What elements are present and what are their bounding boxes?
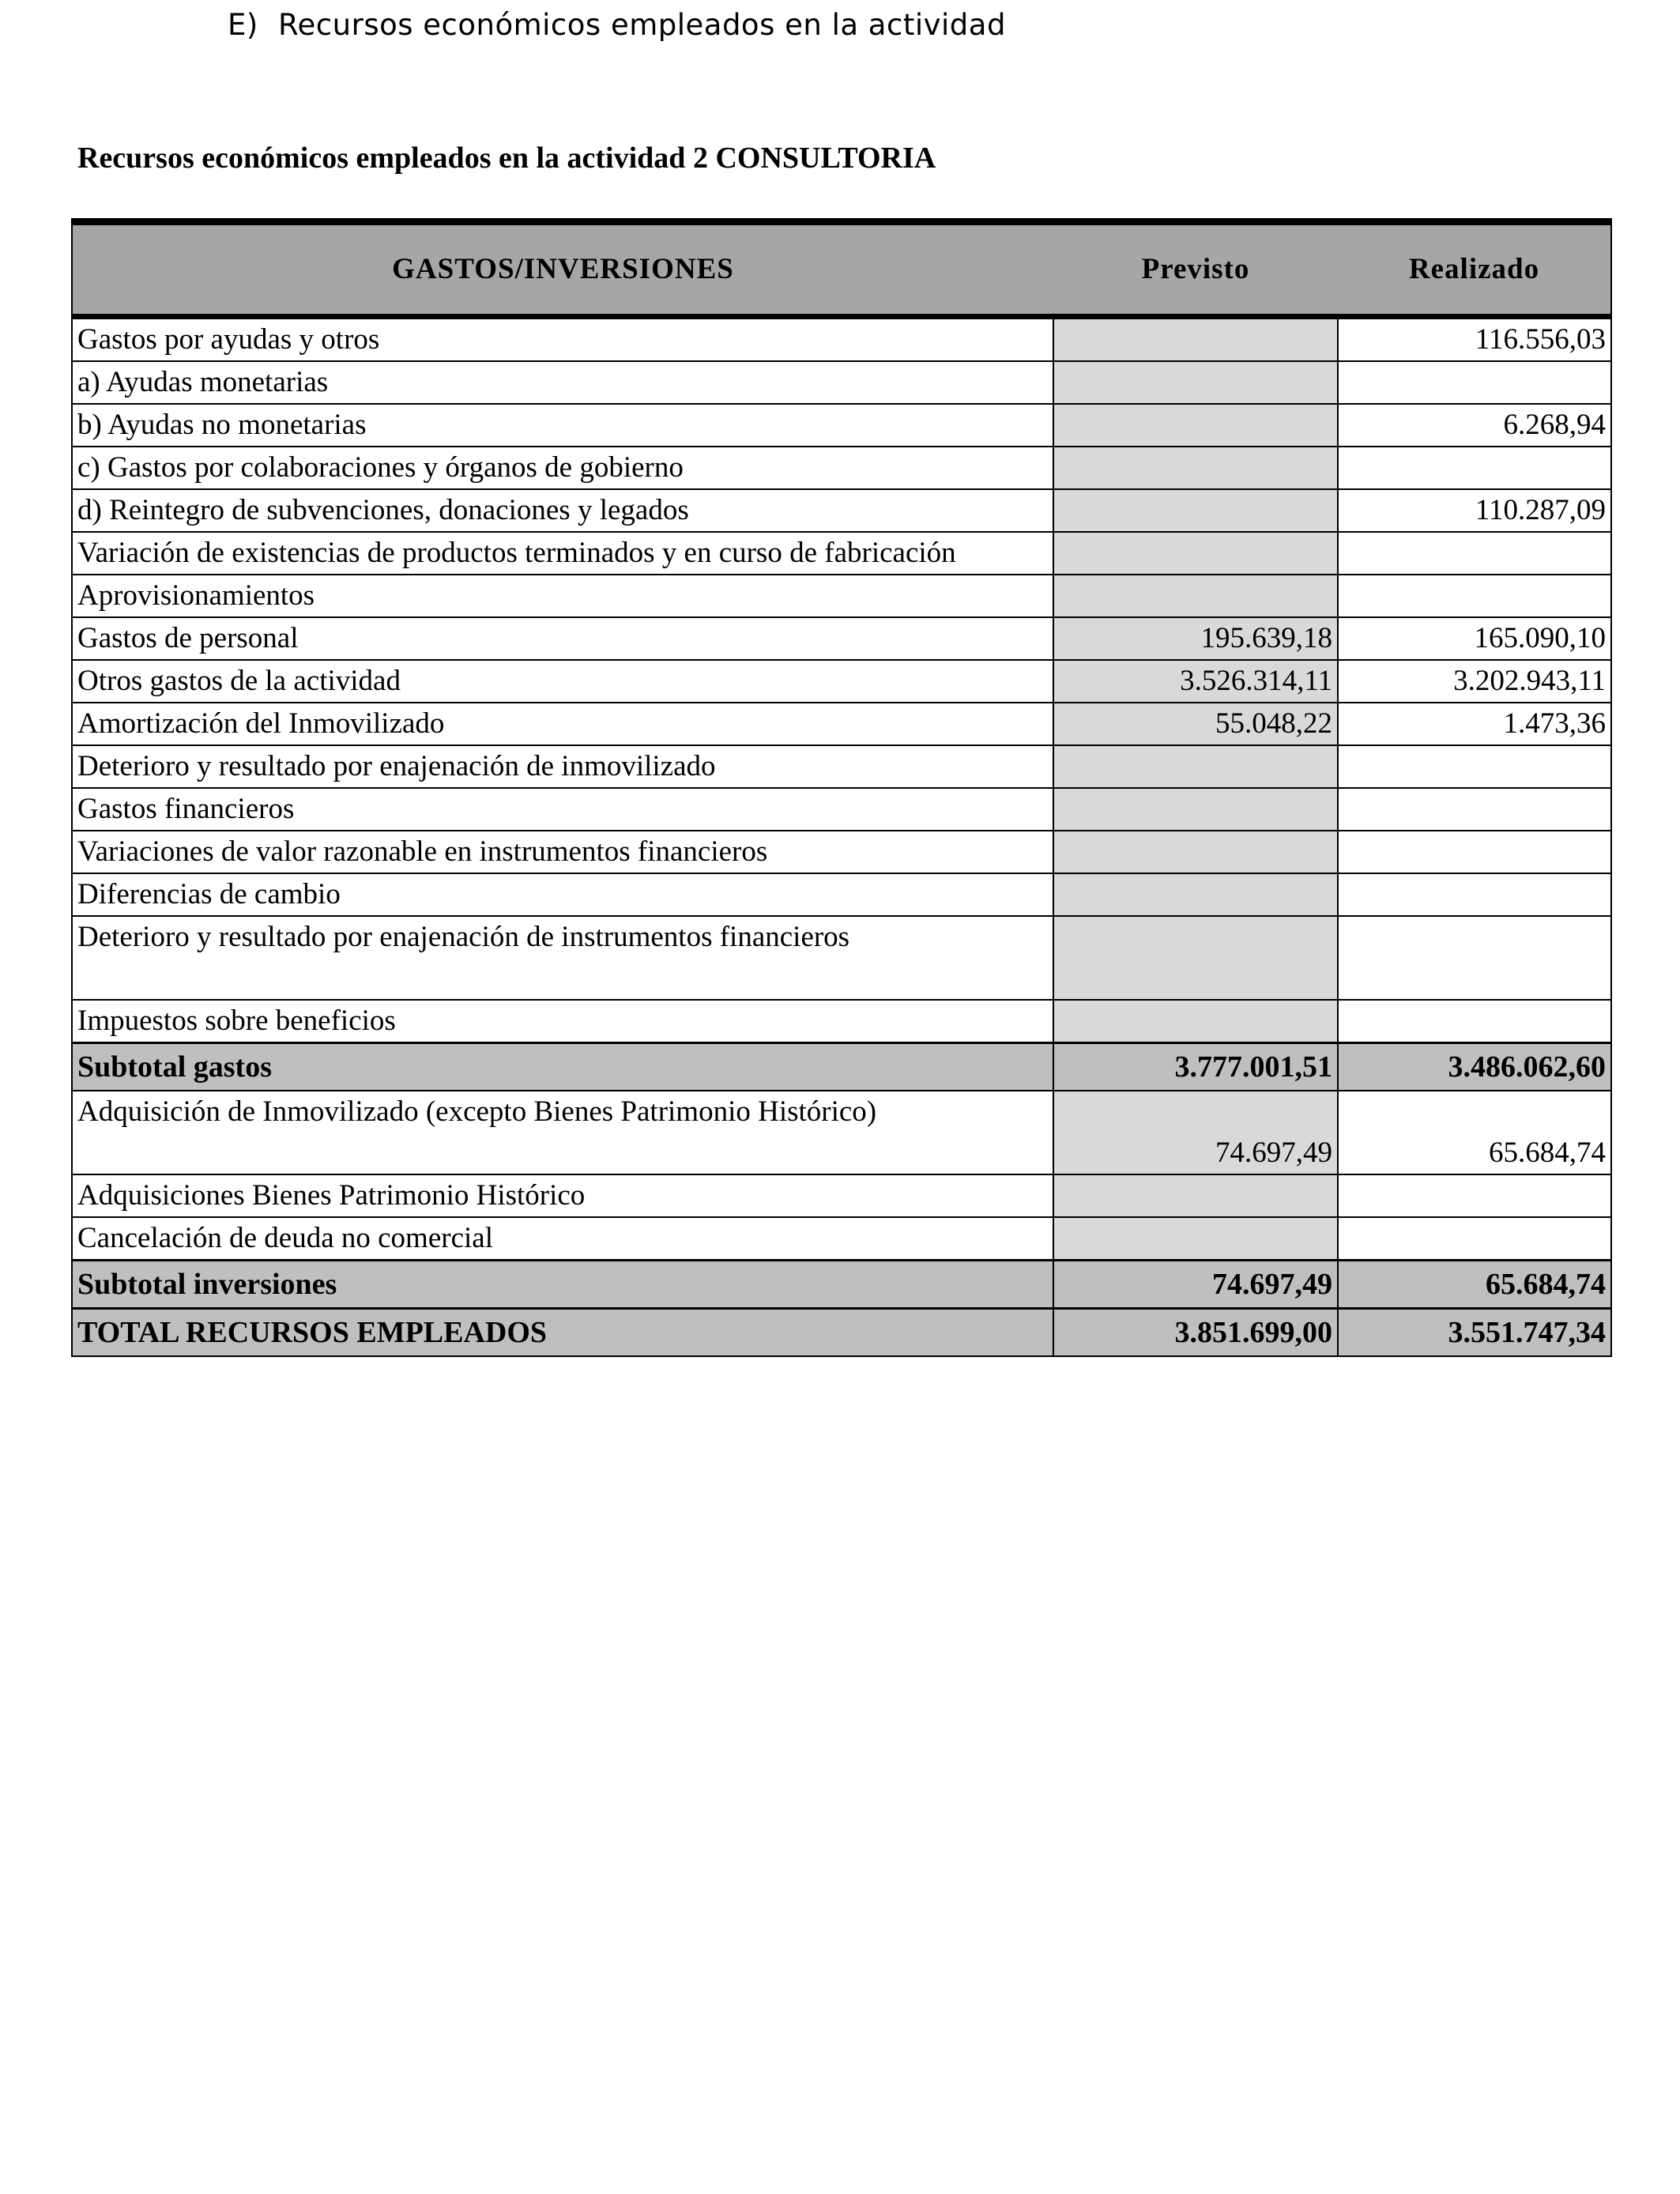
row-label: Variación de existencias de productos terminados y en curso de fabricación xyxy=(72,532,1053,575)
row-previsto: 3.526.314,11 xyxy=(1053,660,1338,703)
row-previsto: 74.697,49 xyxy=(1053,1091,1338,1174)
column-header-gastos-inversiones: GASTOS/INVERSIONES xyxy=(72,222,1053,317)
row-realizado xyxy=(1338,532,1611,575)
row-realizado xyxy=(1338,873,1611,916)
row-label: c) Gastos por colaboraciones y órganos de gobierno xyxy=(72,447,1053,489)
row-previsto xyxy=(1053,575,1338,617)
table-row xyxy=(72,1091,1611,1174)
row-previsto xyxy=(1053,873,1338,916)
row-label: Adquisiciones Bienes Patrimonio Histórico xyxy=(72,1174,1053,1217)
row-previsto xyxy=(1053,404,1338,447)
row-label: Impuestos sobre beneficios xyxy=(72,1000,1053,1043)
table-row xyxy=(72,831,1611,873)
column-header-realizado: Realizado xyxy=(1338,222,1611,317)
row-realizado xyxy=(1338,916,1611,1000)
row-previsto xyxy=(1053,317,1338,362)
subtotal-inversiones-row xyxy=(72,1261,1611,1309)
row-label: Diferencias de cambio xyxy=(72,873,1053,916)
row-previsto xyxy=(1053,532,1338,575)
row-previsto: 3.777.001,51 xyxy=(1053,1043,1338,1091)
row-previsto xyxy=(1053,788,1338,831)
row-label: Subtotal gastos xyxy=(72,1043,1053,1091)
row-realizado: 116.556,03 xyxy=(1338,317,1611,362)
row-realizado: 3.551.747,34 xyxy=(1338,1309,1611,1357)
table-row xyxy=(72,489,1611,532)
row-realizado xyxy=(1338,831,1611,873)
row-previsto xyxy=(1053,1217,1338,1261)
row-realizado xyxy=(1338,1000,1611,1043)
total-recursos-row xyxy=(72,1309,1611,1357)
table-row xyxy=(72,617,1611,660)
table-row xyxy=(72,745,1611,788)
row-realizado: 3.486.062,60 xyxy=(1338,1043,1611,1091)
subtotal-gastos-row xyxy=(72,1043,1611,1091)
table-row xyxy=(72,404,1611,447)
row-previsto xyxy=(1053,916,1338,1000)
row-label: d) Reintegro de subvenciones, donaciones y legados xyxy=(72,489,1053,532)
row-realizado xyxy=(1338,745,1611,788)
row-previsto xyxy=(1053,447,1338,489)
table-row xyxy=(72,361,1611,404)
row-label: Subtotal inversiones xyxy=(72,1261,1053,1309)
row-realizado xyxy=(1338,447,1611,489)
row-realizado: 6.268,94 xyxy=(1338,404,1611,447)
table-row xyxy=(72,1217,1611,1261)
row-previsto xyxy=(1053,361,1338,404)
table-row xyxy=(72,788,1611,831)
row-label: Gastos de personal xyxy=(72,617,1053,660)
table-row xyxy=(72,873,1611,916)
row-label: Variaciones de valor razonable en instrumentos financieros xyxy=(72,831,1053,873)
table-row xyxy=(72,703,1611,745)
row-previsto: 3.851.699,00 xyxy=(1053,1309,1338,1357)
column-header-previsto: Previsto xyxy=(1053,222,1338,317)
row-realizado xyxy=(1338,1217,1611,1261)
row-realizado xyxy=(1338,1174,1611,1217)
table-row xyxy=(72,447,1611,489)
row-previsto: 195.639,18 xyxy=(1053,617,1338,660)
section-heading xyxy=(228,8,1006,42)
row-previsto: 55.048,22 xyxy=(1053,703,1338,745)
row-realizado: 3.202.943,11 xyxy=(1338,660,1611,703)
row-label: Deterioro y resultado por enajenación de inmovilizado xyxy=(72,745,1053,788)
row-label: Gastos financieros xyxy=(72,788,1053,831)
row-previsto xyxy=(1053,489,1338,532)
row-label: Gastos por ayudas y otros xyxy=(72,317,1053,362)
row-label: Amortización del Inmovilizado xyxy=(72,703,1053,745)
row-realizado: 65.684,74 xyxy=(1338,1091,1611,1174)
row-previsto xyxy=(1053,831,1338,873)
section-letter: E) xyxy=(228,8,258,42)
table-row xyxy=(72,1000,1611,1043)
section-heading-text: Recursos económicos empleados en la actividad xyxy=(278,8,1006,42)
row-realizado xyxy=(1338,788,1611,831)
row-label: a) Ayudas monetarias xyxy=(72,361,1053,404)
row-label: TOTAL RECURSOS EMPLEADOS xyxy=(72,1309,1053,1357)
row-realizado: 65.684,74 xyxy=(1338,1261,1611,1309)
row-label: Deterioro y resultado por enajenación de instrumentos financieros xyxy=(72,916,1053,1000)
row-label: b) Ayudas no monetarias xyxy=(72,404,1053,447)
row-label: Cancelación de deuda no comercial xyxy=(72,1217,1053,1261)
table-row xyxy=(72,660,1611,703)
table-row xyxy=(72,532,1611,575)
table-row xyxy=(72,916,1611,1000)
row-realizado: 110.287,09 xyxy=(1338,489,1611,532)
table-header-row xyxy=(72,222,1611,317)
table-row xyxy=(72,1174,1611,1217)
row-label: Otros gastos de la actividad xyxy=(72,660,1053,703)
row-previsto xyxy=(1053,1000,1338,1043)
row-realizado: 1.473,36 xyxy=(1338,703,1611,745)
row-realizado xyxy=(1338,575,1611,617)
table-title: Recursos económicos empleados en la actividad 2 CONSULTORIA xyxy=(77,141,936,175)
row-previsto xyxy=(1053,745,1338,788)
row-label: Aprovisionamientos xyxy=(72,575,1053,617)
resources-table xyxy=(71,218,1612,1357)
row-realizado: 165.090,10 xyxy=(1338,617,1611,660)
row-previsto xyxy=(1053,1174,1338,1217)
row-previsto: 74.697,49 xyxy=(1053,1261,1338,1309)
table-row xyxy=(72,575,1611,617)
row-realizado xyxy=(1338,361,1611,404)
row-label: Adquisición de Inmovilizado (excepto Bienes Patrimonio Histórico) xyxy=(72,1091,1053,1174)
table-row xyxy=(72,317,1611,362)
